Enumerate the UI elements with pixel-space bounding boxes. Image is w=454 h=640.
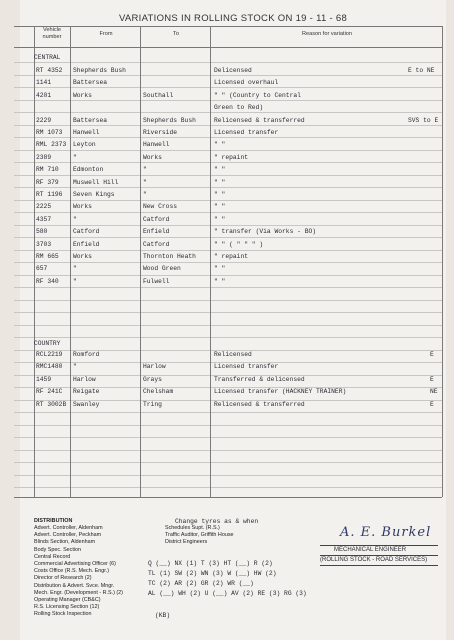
vehicle-cell: RCL2219 — [36, 351, 63, 358]
grid-row-rule — [14, 62, 442, 63]
grid-bottom-rule — [14, 497, 442, 498]
list-item: District Engineers — [165, 539, 208, 546]
tyres-note: Change tyres as & when — [175, 518, 259, 525]
from-cell: Romford — [73, 351, 100, 358]
from-cell: Battersea — [73, 79, 108, 87]
from-cell: Enfield — [73, 240, 100, 248]
to-cell: Southall — [143, 91, 174, 99]
vehicle-cell: 1141 — [36, 79, 52, 87]
reason-code-cell: NE — [430, 388, 438, 396]
to-cell: Thornton Heath — [143, 253, 196, 260]
to-cell: " — [143, 166, 147, 174]
reason-code-cell: E — [430, 351, 434, 358]
grid-row-rule — [14, 462, 442, 463]
signature: A. E. Burkel — [340, 525, 432, 540]
vehicle-cell: 4201 — [36, 91, 52, 99]
list-item: Commercial Advertising Officer (6) — [34, 561, 116, 567]
from-cell: Works — [73, 203, 92, 211]
grid-row-rule — [14, 412, 442, 413]
to-cell: " — [143, 178, 147, 186]
table-row — [0, 178, 454, 188]
vehicle-cell: RML 2373 — [36, 141, 67, 149]
list-item: R.S. Licensing Section (12) — [34, 604, 100, 611]
vehicle-cell: 657 — [36, 265, 48, 273]
header-to: To — [173, 31, 179, 37]
to-cell: Tring — [143, 400, 162, 408]
reason-cell: " repaint — [214, 153, 249, 161]
table-row — [0, 116, 454, 126]
grid-row-rule — [14, 337, 442, 338]
to-cell: Works — [143, 153, 162, 161]
reason-cell: Delicensed — [214, 67, 252, 74]
list-item: TC (2) AR (2) GR (2) WR (__) — [148, 580, 254, 587]
vehicle-cell: RT 3002B — [36, 400, 67, 408]
list-item: Traffic Auditor, Griffith House — [165, 532, 234, 539]
table-row — [0, 227, 454, 237]
to-cell: Hanwell — [143, 141, 170, 149]
vehicle-cell: 3703 — [36, 240, 52, 248]
vehicle-cell: 2389 — [36, 153, 52, 161]
to-cell: Wood Green — [143, 265, 181, 273]
from-cell: " — [73, 277, 77, 285]
from-cell: Works — [73, 253, 92, 260]
reason-cell: " " ( " " " ) — [214, 240, 264, 248]
table-row — [0, 350, 454, 360]
from-cell: Battersea — [73, 116, 108, 124]
reason-cell: " " — [214, 203, 226, 211]
reason-cell: " " — [214, 166, 226, 174]
table-row — [0, 78, 454, 88]
grid-header-rule — [14, 47, 442, 48]
vehicle-cell: RM 1073 — [36, 129, 63, 136]
table-row — [0, 400, 454, 410]
from-cell: Catford — [73, 228, 100, 236]
reason-cell: Relicensed & transferred — [214, 400, 305, 408]
stamp-line-2: (ROLLING STOCK - ROAD SERVICES) — [320, 555, 438, 566]
reason-cell: Licensed transfer — [214, 129, 279, 136]
reason-cell: Licensed overhaul — [214, 79, 279, 87]
reason-cell: " " — [214, 191, 226, 198]
table-row — [0, 264, 454, 274]
from-cell: Reigate — [73, 388, 100, 396]
vehicle-cell: 2229 — [36, 116, 52, 124]
list-item: Q (__) NX (1) T (3) HT (__) R (2) — [148, 560, 273, 567]
header-vehicle: Vehicle number — [42, 27, 62, 40]
grid-row-rule — [14, 300, 442, 301]
grid-top-rule — [14, 26, 442, 27]
reason-cell: " " — [214, 265, 226, 273]
to-cell: Riverside — [143, 129, 178, 136]
kb-reference: (KB) — [155, 612, 171, 619]
table-row — [0, 240, 454, 250]
grid-row-rule — [14, 487, 442, 488]
list-item: Advert. Controller, Peckham — [34, 532, 102, 539]
reason-code-cell: E — [430, 400, 434, 408]
from-cell: " — [73, 265, 77, 273]
to-cell: Shepherds Bush — [143, 116, 196, 124]
page-title: VARIATIONS IN ROLLING STOCK ON 19 - 11 - 68 — [118, 13, 348, 24]
grid-row-rule — [14, 437, 442, 438]
table-row — [0, 375, 454, 385]
list-item: Rolling Stock Inspection — [34, 611, 92, 618]
grid-row-rule — [14, 250, 442, 251]
table-row — [0, 165, 454, 175]
reason-cell: " repaint — [214, 253, 249, 260]
vehicle-cell: RF 241C — [36, 388, 63, 396]
reason-cell: Licensed transfer — [214, 363, 279, 371]
from-cell: " — [73, 215, 77, 223]
reason-cell: " " — [214, 277, 226, 285]
reason-cell: Transferred & delicensed — [214, 375, 305, 383]
header-from: From — [99, 31, 113, 37]
reason-cell: " " (Country to Central — [214, 91, 301, 99]
from-cell: Swanley — [73, 400, 100, 408]
to-cell: New Cross — [143, 203, 178, 211]
mechanical-engineer-stamp — [320, 545, 438, 571]
vehicle-cell: RT 1196 — [36, 191, 63, 198]
table-row — [0, 277, 454, 287]
reason-cell: Relicensed — [214, 351, 252, 358]
grid-row-rule — [14, 325, 442, 326]
from-cell: " — [73, 153, 77, 161]
reason-cell: Green to Red) — [214, 104, 264, 112]
reason-code-cell: E — [430, 375, 434, 383]
table-row — [0, 66, 454, 76]
reason-cell: " " — [214, 215, 226, 223]
list-item: Blinds Section, Aldenham — [34, 539, 96, 546]
from-cell: Edmonton — [73, 166, 104, 174]
vehicle-cell: RT 4352 — [36, 67, 63, 74]
from-cell: Works — [73, 91, 92, 99]
reason-cell: " " — [214, 178, 226, 186]
to-cell: Catford — [143, 215, 170, 223]
header-reason: Reason for variation — [301, 31, 353, 37]
to-cell: Enfield — [143, 228, 170, 236]
from-cell: Leyton — [73, 141, 96, 149]
from-cell: Seven Kings — [73, 191, 115, 198]
list-item: Mech. Engr. (Development - R.S.) (2) — [34, 589, 123, 596]
vehicle-cell: RMC1480 — [36, 363, 63, 371]
reason-cell: Relicensed & transferred — [214, 116, 305, 124]
grid-row-rule — [14, 425, 442, 426]
section-country: COUNTRY — [34, 340, 61, 347]
grid-row-rule — [14, 475, 442, 476]
grid-row-rule — [14, 287, 442, 288]
to-cell: Harlow — [143, 363, 166, 371]
to-cell: Catford — [143, 240, 170, 248]
stamp-line-1: MECHANICAL ENGINEER — [320, 545, 438, 555]
list-item: Advert. Controller, Aldenham — [34, 525, 103, 531]
from-cell: Shepherds Bush — [73, 67, 126, 74]
to-cell: Grays — [143, 375, 162, 383]
reason-cell: Licensed transfer (HACKNEY TRAINER) — [214, 388, 347, 396]
from-cell: Harlow — [73, 375, 96, 383]
grid-row-rule — [14, 312, 442, 313]
from-cell: Muswell Hill — [73, 178, 119, 186]
vehicle-cell: 4357 — [36, 215, 52, 223]
vehicle-cell: RM 665 — [36, 253, 59, 260]
reason-code-cell: E to NE — [408, 67, 435, 74]
list-item: TL (1) SW (2) WN (3) W (__) HW (2) — [148, 570, 277, 577]
list-item: Distribution & Advert. Svce. Mngr. — [34, 582, 115, 589]
vehicle-cell: 2225 — [36, 203, 52, 211]
grid-row-rule — [14, 450, 442, 451]
to-cell: Chelsham — [143, 388, 174, 396]
vehicle-cell: 1459 — [36, 375, 52, 383]
to-cell: Fulwell — [143, 277, 170, 285]
table-row — [0, 190, 454, 200]
vehicle-cell: 580 — [36, 228, 48, 236]
table-row — [0, 387, 454, 397]
from-cell: Hanwell — [73, 129, 100, 136]
grid-row-rule — [14, 262, 442, 263]
distribution-heading: DISTRIBUTION — [34, 518, 73, 524]
table-row — [0, 140, 454, 150]
grid-row-rule — [14, 275, 442, 276]
table-row — [0, 215, 454, 225]
to-cell: " — [143, 191, 147, 198]
section-central: CENTRAL — [34, 54, 61, 61]
vehicle-cell: RF 379 — [36, 178, 59, 186]
table-row — [0, 252, 454, 262]
list-item: AL (__) WH (2) U (__) AV (2) RE (3) RG (3) — [148, 590, 307, 597]
table-row — [0, 91, 454, 101]
table-row — [0, 362, 454, 372]
reason-cell: " transfer (Via Works - BO) — [214, 228, 317, 236]
from-cell: " — [73, 363, 77, 371]
list-item: Schedules Supt. (R.S.) — [165, 525, 220, 531]
list-item: Operating Manager (CB&C) — [34, 597, 101, 603]
reason-code-cell: SVS to E — [408, 116, 439, 124]
table-row — [0, 153, 454, 163]
reason-cell: " " — [214, 141, 226, 149]
vehicle-cell: RM 710 — [36, 166, 59, 174]
list-item: Body Spec. Section — [34, 546, 82, 553]
table-row — [0, 128, 454, 138]
table-row — [0, 103, 454, 113]
vehicle-cell: RF 340 — [36, 277, 59, 285]
list-item: Costs Office (R.S. Mech. Engr.) — [34, 568, 110, 575]
list-item: Central Record — [34, 553, 71, 560]
list-item: Director of Research (2) — [34, 575, 92, 582]
table-row — [0, 202, 454, 212]
